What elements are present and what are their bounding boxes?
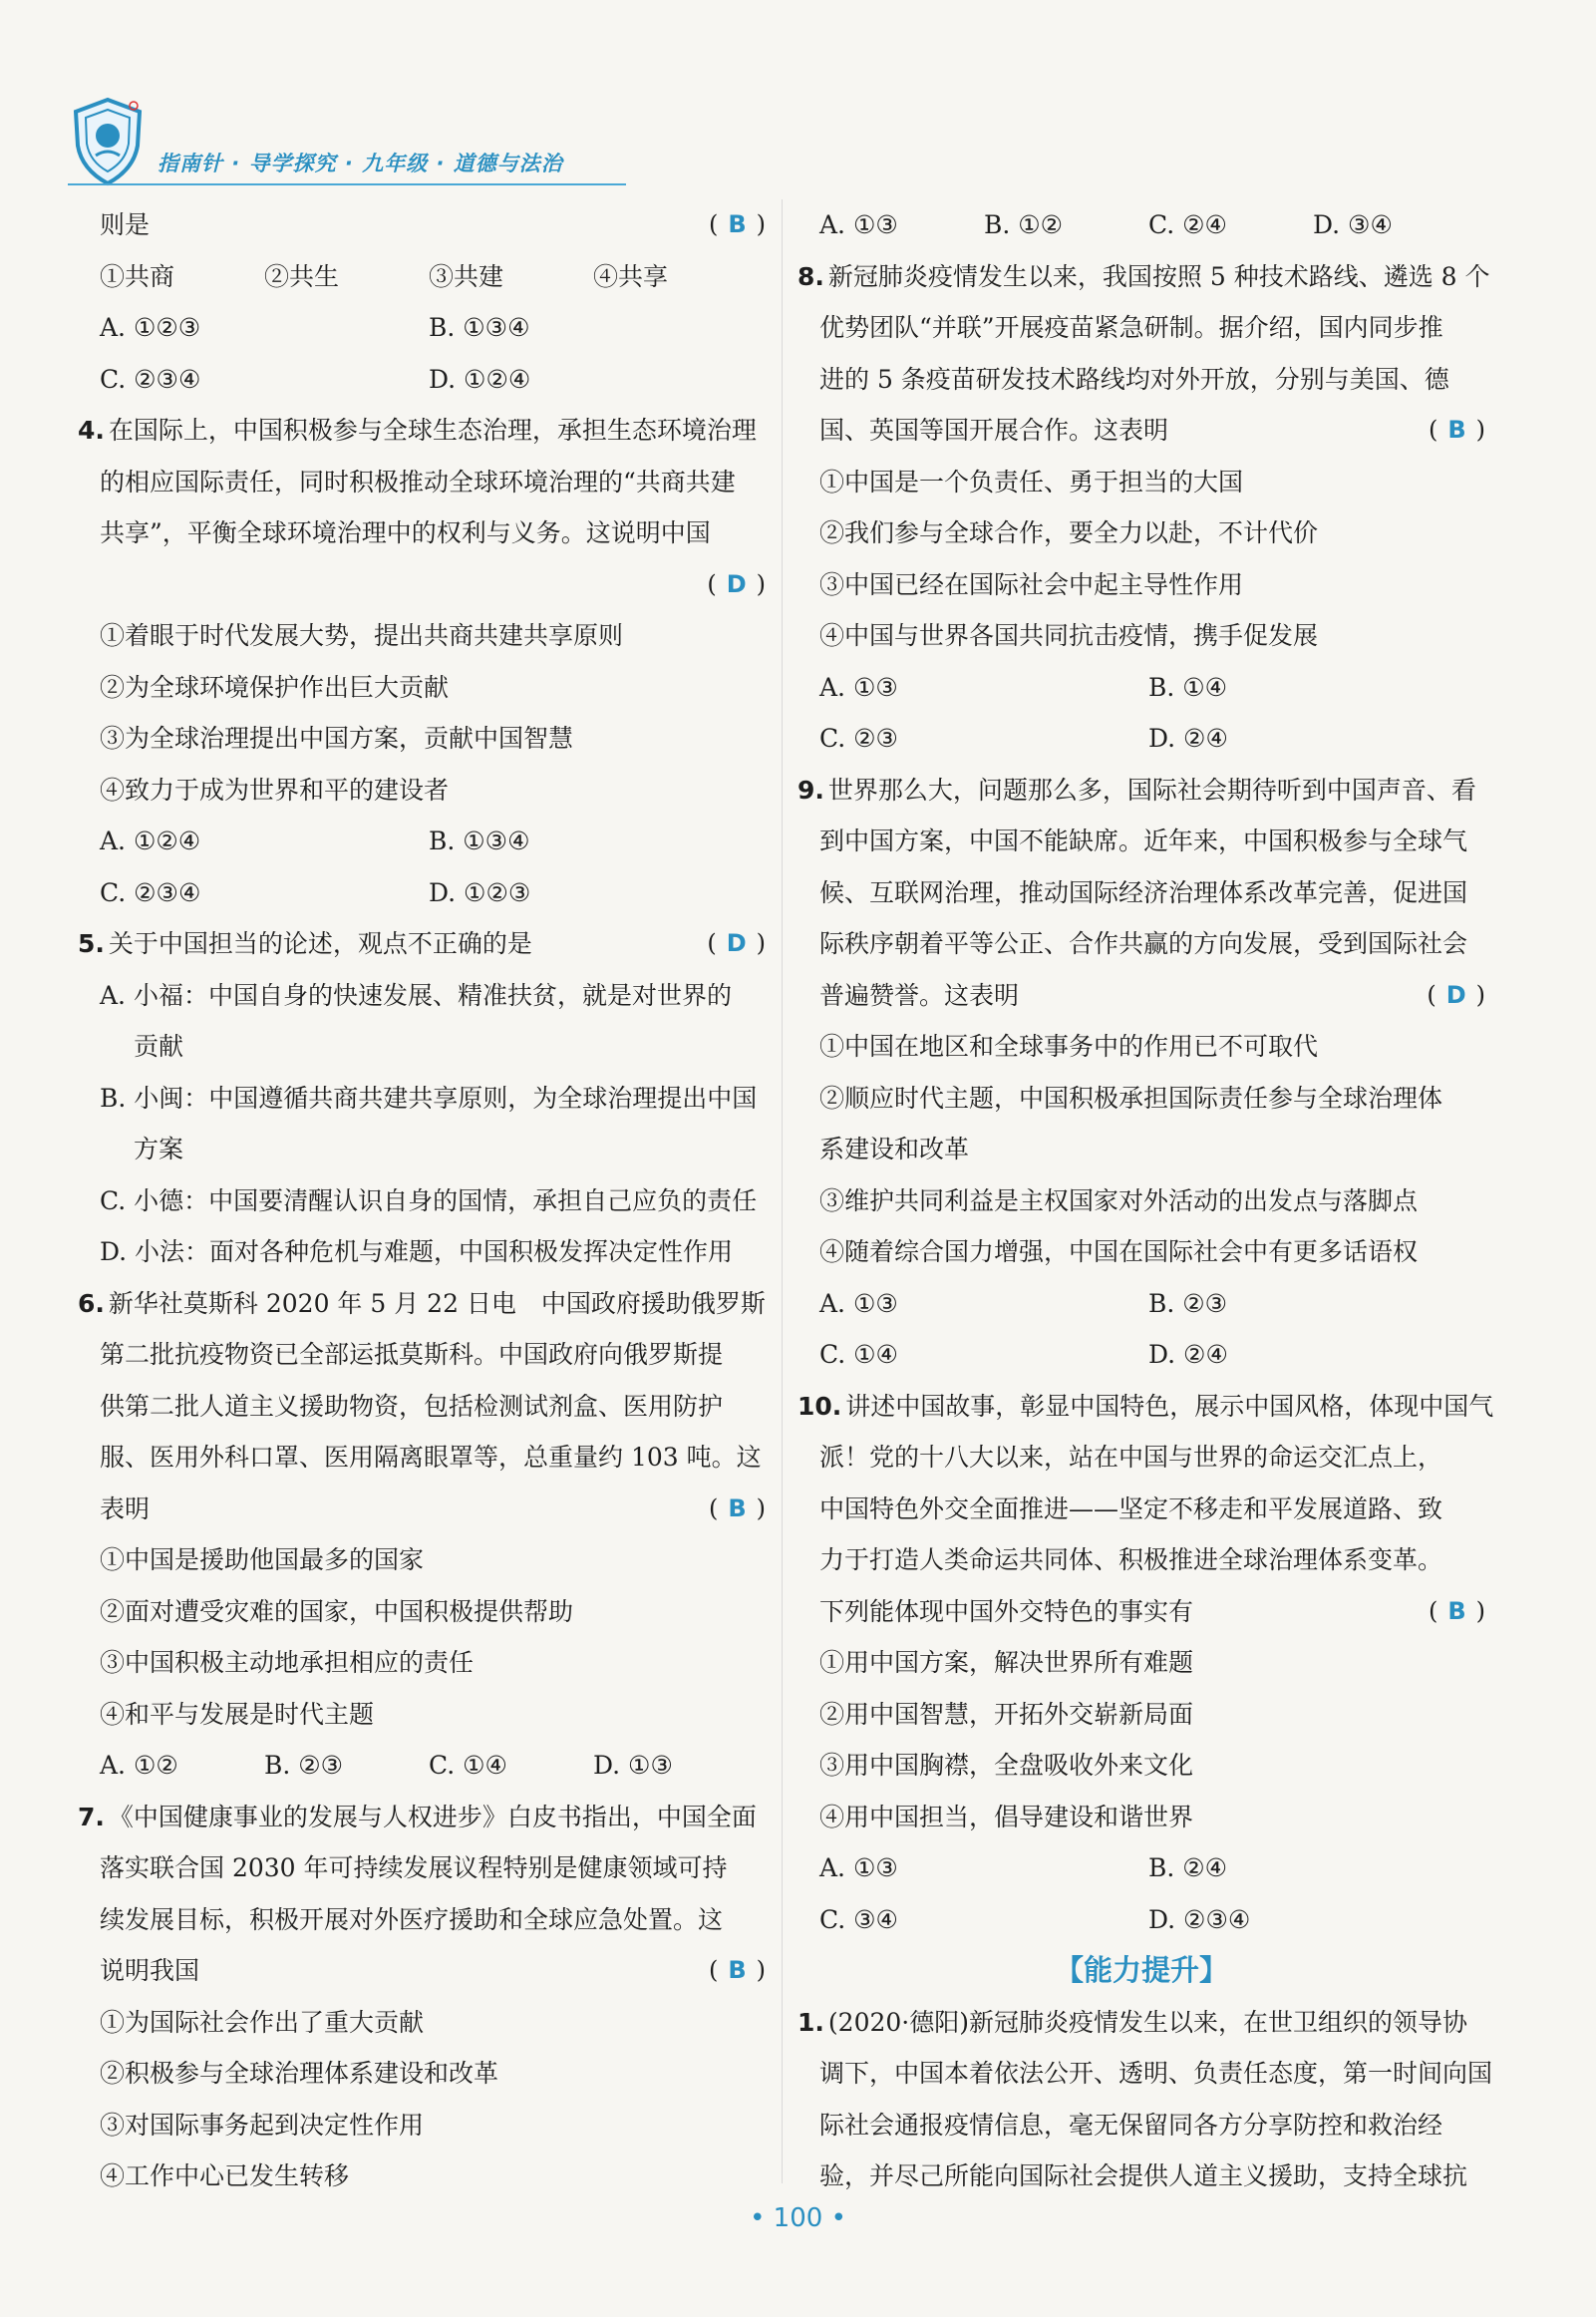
option-row — [78, 816, 766, 867]
line-text: ②为全球环境保护作出巨大贡献 — [100, 672, 450, 702]
text-line — [798, 457, 1485, 508]
choice-group — [819, 662, 1485, 714]
answer-letter: D — [1445, 980, 1466, 1009]
answer-letter: B — [728, 1493, 747, 1522]
line-text: 贡献 — [134, 1032, 184, 1061]
line-text: 则是 — [100, 210, 151, 239]
line-text: ③用中国胸襟，全盘吸收外来文化 — [819, 1751, 1194, 1780]
text-line — [78, 1432, 766, 1484]
choice-group — [819, 1894, 1485, 1946]
line-text: ①中国在地区和全球事务中的作用已不可取代 — [819, 1032, 1319, 1061]
line-text: 讲述中国故事，彰显中国特色，展示中国风格，体现中国气 — [845, 1391, 1494, 1421]
text-line — [78, 2048, 766, 2100]
bracket-close: ) — [1475, 980, 1485, 1009]
line-text: ②面对遭受灾难的国家，中国积极提供帮助 — [100, 1596, 574, 1626]
line-text: 《中国健康事业的发展与人权进步》白皮书指出，中国全面 — [108, 1802, 757, 1831]
question-stem — [78, 405, 766, 457]
school-shield-logo-icon — [68, 96, 148, 187]
answer-bracket — [1429, 405, 1485, 457]
line-text: 调下，中国本着依法公开、透明、负责任态度，第一时间向国 — [819, 2059, 1493, 2088]
text-line — [78, 199, 766, 251]
choice-group — [819, 1842, 1485, 1894]
line-text: D. 小法：面对各种危机与难题，中国积极发挥决定性作用 — [100, 1237, 734, 1266]
question-number: 9. — [798, 775, 824, 805]
page-number: • 100 • — [750, 2203, 846, 2233]
line-text: 表明 — [100, 1493, 151, 1523]
choice-option: C. ①④ — [429, 1751, 507, 1780]
bracket-open: ( — [708, 1493, 719, 1522]
line-text: 续发展目标，积极开展对外医疗援助和全球应急处置。这 — [100, 1904, 724, 1934]
line-text: ③维护共同利益是主权国家对外活动的出发点与落脚点 — [819, 1185, 1419, 1215]
question-stem — [798, 1997, 1485, 2049]
choice-option: A. ①③ — [819, 1853, 898, 1882]
text-line — [78, 1124, 766, 1175]
choice-option: C. ②③④ — [100, 877, 201, 907]
choice-option: A. ①③ — [819, 210, 898, 239]
text-line — [798, 1637, 1485, 1689]
option-row — [798, 1842, 1485, 1894]
choice-option: B. ①③④ — [429, 827, 530, 855]
text-line — [78, 1381, 766, 1433]
text-line — [798, 970, 1485, 1022]
bracket-close: ) — [756, 569, 766, 598]
bracket-open: ( — [1428, 1596, 1438, 1625]
text-line — [78, 2100, 766, 2152]
text-line — [798, 867, 1485, 919]
right-column — [798, 199, 1494, 2202]
line-text: 新冠肺炎疫情发生以来，我国按照 5 种技术路线、遴选 8 个 — [827, 261, 1490, 291]
line-text: 世界那么大，问题那么多，国际社会期待听到中国声音、看 — [827, 775, 1476, 805]
answer-bracket — [709, 199, 766, 251]
header-title: 指南针 · 导学探究 · 九年级 · 道德与法治 — [158, 152, 563, 175]
text-line — [78, 457, 766, 508]
line-text: C. 小德：中国要清醒认识自身的国情，承担自己应负的责任 — [100, 1185, 758, 1215]
choice-option: B. ②④ — [1148, 1853, 1228, 1882]
line-text: ①用中国方案，解决世界所有难题 — [819, 1648, 1194, 1677]
answer-letter: B — [728, 210, 747, 238]
line-text: 际秩序朝着平等公正、合作共赢的方向发展，受到国际社会 — [819, 929, 1468, 958]
text-line — [78, 2151, 766, 2202]
line-text: ①为国际社会作出了重大贡献 — [100, 2007, 425, 2037]
option-row — [78, 354, 766, 406]
line-text: ④和平与发展是时代主题 — [100, 1699, 375, 1729]
answer-letter: B — [728, 1956, 747, 1984]
line-text: 落实联合国 2030 年可持续发展议程特别是健康领域可持 — [100, 1853, 728, 1882]
line-text: ④随着综合国力增强，中国在国际社会中有更多话语权 — [819, 1237, 1419, 1266]
line-text: 际社会通报疫情信息，毫无保留同各方分享防控和救治经 — [819, 2110, 1443, 2140]
choice-option: D. ①②④ — [429, 364, 531, 394]
choice-option: D. ③④ — [1313, 210, 1393, 239]
text-line — [78, 1021, 766, 1073]
bracket-close: ) — [756, 1493, 766, 1522]
line-text: ④工作中心已发生转移 — [100, 2161, 350, 2190]
text-line — [798, 1792, 1485, 1843]
choice-option: C. ②③ — [819, 724, 898, 753]
answer-bracket — [709, 1484, 766, 1535]
option-row — [798, 1329, 1485, 1381]
choice-group — [100, 354, 766, 406]
line-text: ③为全球治理提出中国方案，贡献中国智慧 — [100, 724, 574, 753]
bracket-open: ( — [708, 210, 719, 238]
option-row — [798, 1894, 1485, 1946]
line-text: 下列能体现中国外交特色的事实有 — [819, 1596, 1194, 1626]
choice-option: C. ②③④ — [100, 364, 201, 394]
text-line — [798, 559, 1485, 611]
choice-option: ①共商 — [100, 261, 175, 291]
text-line — [78, 559, 766, 611]
text-line — [798, 354, 1485, 406]
choice-option: A. ①②③ — [100, 313, 201, 342]
text-line — [798, 1124, 1485, 1175]
line-text: 第二批抗疫物资已全部运抵莫斯科。中国政府向俄罗斯提 — [100, 1340, 724, 1369]
line-text: 供第二批人道主义援助物资，包括检测试剂盒、医用防护 — [100, 1391, 724, 1421]
question-number: 6. — [78, 1288, 105, 1318]
bracket-open: ( — [707, 569, 717, 598]
line-text: ③对国际事务起到决定性作用 — [100, 2110, 425, 2140]
line-text: ④致力于成为世界和平的建设者 — [100, 775, 450, 805]
question-stem — [78, 918, 766, 970]
choice-option: B. ①② — [984, 210, 1064, 239]
bracket-close: ) — [756, 1956, 766, 1984]
option-row — [798, 199, 1485, 251]
choice-group — [819, 1329, 1485, 1381]
text-line — [798, 1689, 1485, 1741]
line-text: 中国特色外交全面推进——坚定不移走和平发展道路、致 — [819, 1493, 1443, 1523]
text-line — [78, 662, 766, 714]
text-line — [798, 1021, 1485, 1073]
answer-letter: B — [1447, 416, 1466, 444]
option-row — [798, 713, 1485, 765]
choice-group — [100, 1740, 766, 1792]
line-text: 验，并尽己所能向国际社会提供人道主义援助，支持全球抗 — [819, 2161, 1468, 2190]
bracket-open: ( — [1427, 980, 1436, 1009]
choice-option: A. ①②④ — [100, 827, 201, 855]
bracket-close: ) — [756, 210, 766, 238]
choice-option: ②共生 — [264, 261, 340, 291]
text-line — [78, 713, 766, 765]
text-line — [78, 1329, 766, 1381]
page-header — [68, 96, 626, 191]
line-text: B. 小闽：中国遵循共商共建共享原则，为全球治理提出中国 — [100, 1083, 758, 1113]
line-text: 到中国方案，中国不能缺席。近年来，中国积极参与全球气 — [819, 827, 1468, 855]
text-line — [78, 1484, 766, 1535]
text-line — [78, 507, 766, 559]
choice-group — [819, 1278, 1485, 1330]
text-line — [798, 1226, 1485, 1278]
choice-option: A. ①② — [100, 1751, 178, 1780]
line-text: 候、互联网治理，推动国际经济治理体系改革完善，促进国 — [819, 877, 1468, 907]
question-stem — [798, 251, 1490, 303]
choice-group — [819, 713, 1485, 765]
choice-option: D. ①②③ — [429, 877, 531, 907]
answer-bracket — [707, 918, 766, 970]
left-column — [78, 199, 766, 2202]
answer-bracket — [707, 559, 766, 611]
text-line — [78, 1842, 766, 1894]
line-text: 说明我国 — [100, 1956, 200, 1985]
question-number: 4. — [78, 416, 105, 445]
text-line — [798, 2151, 1485, 2202]
line-text: ④中国与世界各国共同抗击疫情，携手促发展 — [819, 621, 1319, 650]
choice-group — [100, 251, 766, 303]
choice-option: B. ②③ — [1148, 1288, 1228, 1318]
text-line — [798, 1586, 1485, 1638]
line-text: ①着眼于时代发展大势，提出共商共建共享原则 — [100, 621, 624, 650]
option-row — [78, 251, 766, 303]
choice-group — [100, 867, 766, 919]
question-stem — [798, 765, 1485, 817]
text-line — [78, 1073, 766, 1125]
line-text: ④用中国担当，倡导建设和谐世界 — [819, 1802, 1194, 1831]
text-line — [78, 1226, 766, 1278]
choice-group — [100, 816, 766, 867]
question-number: 7. — [78, 1802, 105, 1831]
text-line — [798, 1175, 1485, 1227]
question-number: 8. — [798, 261, 824, 291]
line-text: 服、医用外科口罩、医用隔离眼罩等，总重量约 103 吨。这 — [100, 1443, 762, 1472]
question-stem — [798, 1381, 1494, 1433]
choice-option: ③共建 — [429, 261, 504, 291]
text-line — [78, 1689, 766, 1741]
choice-option: A. ①③ — [819, 1288, 898, 1318]
line-text: ②我们参与全球合作，要全力以赴，不计代价 — [819, 518, 1319, 547]
option-row — [78, 867, 766, 919]
choice-option: D. ②④ — [1148, 724, 1228, 753]
text-line — [78, 1534, 766, 1586]
option-row — [798, 662, 1485, 714]
bracket-close: ) — [1475, 416, 1485, 444]
text-line — [78, 970, 766, 1022]
text-line — [78, 1637, 766, 1689]
text-line — [798, 302, 1485, 354]
line-text: 系建设和改革 — [819, 1135, 970, 1163]
column-divider — [782, 199, 783, 2183]
text-line — [798, 816, 1485, 867]
text-line — [798, 2048, 1493, 2100]
text-line — [78, 1586, 766, 1638]
line-text: ②积极参与全球治理体系建设和改革 — [100, 2059, 499, 2088]
choice-option: A. ①③ — [819, 672, 898, 702]
line-text: 派！党的十八大以来，站在中国与世界的命运交汇点上， — [819, 1443, 1443, 1472]
text-line — [798, 918, 1485, 970]
option-row — [78, 302, 766, 354]
answer-letter: D — [726, 569, 747, 598]
answer-letter: D — [726, 929, 747, 957]
bracket-close: ) — [756, 929, 766, 957]
text-line — [798, 405, 1485, 457]
answer-bracket — [1429, 1586, 1485, 1638]
text-line — [798, 507, 1485, 559]
bracket-open: ( — [707, 929, 717, 957]
header-rule — [68, 183, 626, 185]
choice-option: B. ①③④ — [429, 313, 530, 342]
line-text: 方案 — [134, 1135, 184, 1163]
text-line — [798, 610, 1485, 662]
choice-option: C. ③④ — [819, 1904, 898, 1934]
line-text: ②用中国智慧，开拓外交崭新局面 — [819, 1699, 1194, 1729]
answer-bracket — [709, 1945, 766, 1997]
line-text: 力于打造人类命运共同体、积极推进全球治理体系变革。 — [819, 1545, 1443, 1574]
text-line — [798, 1484, 1485, 1535]
question-number: 5. — [78, 929, 105, 958]
text-line — [78, 610, 766, 662]
choice-group — [819, 199, 1485, 251]
text-line — [78, 1945, 766, 1997]
line-text: ③中国积极主动地承担相应的责任 — [100, 1648, 475, 1677]
text-line — [798, 1432, 1485, 1484]
question-number: 1. — [798, 2007, 824, 2037]
text-line — [798, 1073, 1485, 1125]
choice-option: D. ①③ — [593, 1751, 673, 1780]
line-text: 普遍赞誉。这表明 — [819, 980, 1020, 1010]
line-text: 的相应国际责任，同时积极推动全球环境治理的“共商共建 — [100, 467, 736, 496]
bracket-open: ( — [708, 1956, 719, 1984]
choice-option: ④共享 — [593, 261, 669, 291]
choice-option: C. ①④ — [819, 1340, 898, 1369]
line-text: 新华社莫斯科 2020 年 5 月 22 日电 中国政府援助俄罗斯 — [108, 1288, 766, 1318]
text-line — [78, 765, 766, 817]
choice-option: C. ②④ — [1148, 210, 1227, 239]
line-text: ①中国是一个负责任、勇于担当的大国 — [819, 467, 1244, 496]
section-title: 【能力提升】 — [1054, 1953, 1228, 1987]
bracket-close: ) — [1475, 1596, 1485, 1625]
text-line — [798, 2100, 1485, 2152]
bracket-open: ( — [1428, 416, 1438, 444]
text-line — [78, 1175, 766, 1227]
option-row — [78, 1740, 766, 1792]
answer-bracket — [1427, 970, 1485, 1022]
choice-option: D. ②④ — [1148, 1340, 1228, 1369]
line-text: (2020·德阳)新冠肺炎疫情发生以来，在世卫组织的领导协 — [827, 2007, 1467, 2037]
option-row — [798, 1278, 1485, 1330]
text-line — [78, 1894, 766, 1946]
line-text: 国、英国等国开展合作。这表明 — [819, 416, 1169, 445]
line-text: 关于中国担当的论述，观点不正确的是 — [108, 929, 532, 958]
line-text: 优势团队“并联”开展疫苗紧急研制。据介绍，国内同步推 — [819, 313, 1443, 342]
line-text: ①中国是援助他国最多的国家 — [100, 1545, 425, 1574]
line-text: 在国际上，中国积极参与全球生态治理，承担生态环境治理 — [108, 416, 757, 445]
choice-option: B. ①④ — [1148, 672, 1228, 702]
line-text: 共享”，平衡全球环境治理中的权利与义务。这说明中国 — [100, 518, 711, 547]
text-line — [78, 1997, 766, 2049]
question-number: 10. — [798, 1391, 842, 1421]
line-text: ③中国已经在国际社会中起主导性作用 — [819, 569, 1244, 599]
choice-group — [100, 302, 766, 354]
question-stem — [78, 1792, 766, 1843]
choice-option: D. ②③④ — [1148, 1904, 1251, 1934]
line-text: A. 小福：中国自身的快速发展、精准扶贫，就是对世界的 — [100, 980, 732, 1010]
question-stem — [78, 1278, 766, 1330]
text-line — [798, 1534, 1485, 1586]
answer-letter: B — [1447, 1596, 1466, 1625]
choice-option: B. ②③ — [264, 1751, 344, 1780]
line-text: 进的 5 条疫苗研发技术路线均对外开放，分别与美国、德 — [819, 364, 1449, 394]
line-text: ②顺应时代主题，中国积极承担国际责任参与全球治理体 — [819, 1083, 1443, 1113]
text-line — [798, 1740, 1485, 1792]
